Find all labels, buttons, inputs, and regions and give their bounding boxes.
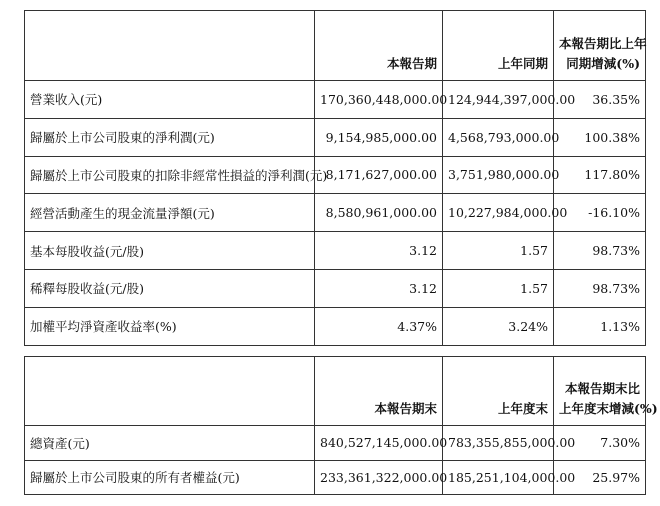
- table-row: [25, 194, 646, 232]
- table-row: [25, 118, 646, 156]
- row-change-value: 98.73%: [554, 232, 646, 270]
- row-current-value: 9,154,985,000.00: [315, 118, 443, 156]
- table-row: [25, 460, 646, 495]
- row-previous-value: 185,251,104,000.00: [443, 460, 554, 495]
- row-change-value: 98.73%: [554, 269, 646, 307]
- row-change-value: 7.30%: [554, 426, 646, 461]
- row-previous-value: 783,355,855,000.00: [443, 426, 554, 461]
- row-current-value: 8,171,627,000.00: [315, 156, 443, 194]
- row-change-value: 100.38%: [554, 118, 646, 156]
- financial-summary-table: [24, 10, 646, 346]
- row-previous-value: 10,227,984,000.00: [443, 194, 554, 232]
- row-previous-value: 124,944,397,000.00: [443, 81, 554, 119]
- row-current-value: 840,527,145,000.00: [315, 426, 443, 461]
- row-label: 營業收入(元): [25, 81, 315, 119]
- table-row: [25, 232, 646, 270]
- table-row: [25, 426, 646, 461]
- row-previous-value: 1.57: [443, 269, 554, 307]
- table-header-row: [25, 357, 646, 426]
- header-label-cell: [25, 357, 315, 426]
- row-label: 基本每股收益(元/股): [25, 232, 315, 270]
- table-header-row: [25, 11, 646, 81]
- header-current-period: 本報告期: [315, 11, 443, 81]
- header-change: [554, 11, 646, 81]
- row-current-value: 8,580,961,000.00: [315, 194, 443, 232]
- row-change-value: 25.97%: [554, 460, 646, 495]
- header-change: [554, 357, 658, 426]
- table-row: [25, 269, 646, 307]
- row-current-value: 3.12: [315, 232, 443, 270]
- row-label: 經營活動產生的現金流量淨額(元): [25, 194, 315, 232]
- row-current-value: 3.12: [315, 269, 443, 307]
- row-change-value: 117.80%: [554, 156, 646, 194]
- header-previous-year-end: 上年度末: [443, 357, 554, 426]
- header-previous-period: 上年同期: [443, 11, 554, 81]
- table-row: [25, 307, 646, 345]
- header-current-period-end: 本報告期末: [315, 357, 443, 426]
- header-change-line2: 同期增減(%): [566, 56, 640, 71]
- row-current-value: 233,361,322,000.00: [315, 460, 443, 495]
- row-current-value: 4.37%: [315, 307, 443, 345]
- header-change-line1: 本報告期末比: [564, 381, 640, 396]
- header-label-cell: [25, 11, 315, 81]
- table-row: [25, 156, 646, 194]
- row-current-value: 170,360,448,000.00: [315, 81, 443, 119]
- row-previous-value: 1.57: [443, 232, 554, 270]
- header-change-line2: 上年度末增減(%): [559, 401, 658, 416]
- row-change-value: 36.35%: [554, 81, 646, 119]
- balance-summary-table: [24, 356, 658, 495]
- row-change-value: 1.13%: [554, 307, 646, 345]
- row-change-value: -16.10%: [554, 194, 646, 232]
- row-previous-value: 3.24%: [443, 307, 554, 345]
- header-change-line1: 本報告期比上年: [559, 36, 647, 51]
- row-label: 歸屬於上市公司股東的所有者權益(元): [25, 460, 315, 495]
- row-previous-value: 4,568,793,000.00: [443, 118, 554, 156]
- row-label: 總資產(元): [25, 426, 315, 461]
- table-row: [25, 81, 646, 119]
- row-label: 歸屬於上市公司股東的淨利潤(元): [25, 118, 315, 156]
- row-label: 稀釋每股收益(元/股): [25, 269, 315, 307]
- row-label: 加權平均淨資產收益率(%): [25, 307, 315, 345]
- row-previous-value: 3,751,980,000.00: [443, 156, 554, 194]
- row-label: 歸屬於上市公司股東的扣除非經常性損益的淨利潤(元): [25, 156, 315, 194]
